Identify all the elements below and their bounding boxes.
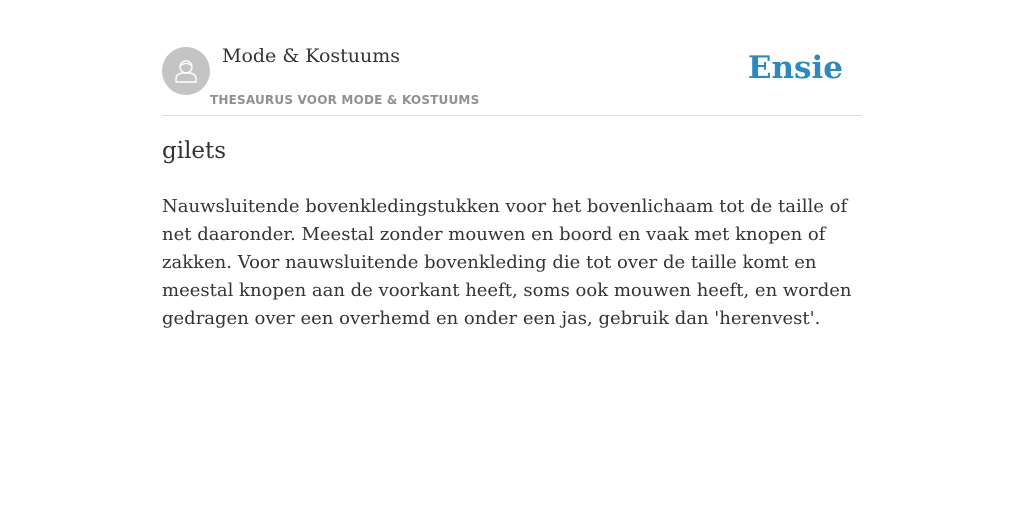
user-icon bbox=[171, 56, 201, 86]
site-header bbox=[162, 0, 862, 116]
avatar[interactable] bbox=[162, 47, 210, 95]
site-subtitle: THESAURUS VOOR MODE & KOSTUUMS bbox=[210, 93, 480, 107]
ensie-logo-link[interactable]: Ensie bbox=[747, 50, 843, 86]
entry-definition: Nauwsluitende bovenkledingstukken voor het bovenlichaam tot de taille of net daaronder. Meestal zonder mouwen en boord en vaak met knopen of zakken. Voor nauwsluitende bovenkleding die tot over de taille komt en meestal knopen aan de voorkant heeft, soms ook mouwen heeft, en worden gedragen over een overhemd en onder een jas, gebruik dan 'herenvest'. bbox=[162, 196, 852, 329]
entry-term: gilets bbox=[162, 138, 227, 164]
site-title[interactable]: Mode & Kostuums bbox=[222, 45, 401, 67]
